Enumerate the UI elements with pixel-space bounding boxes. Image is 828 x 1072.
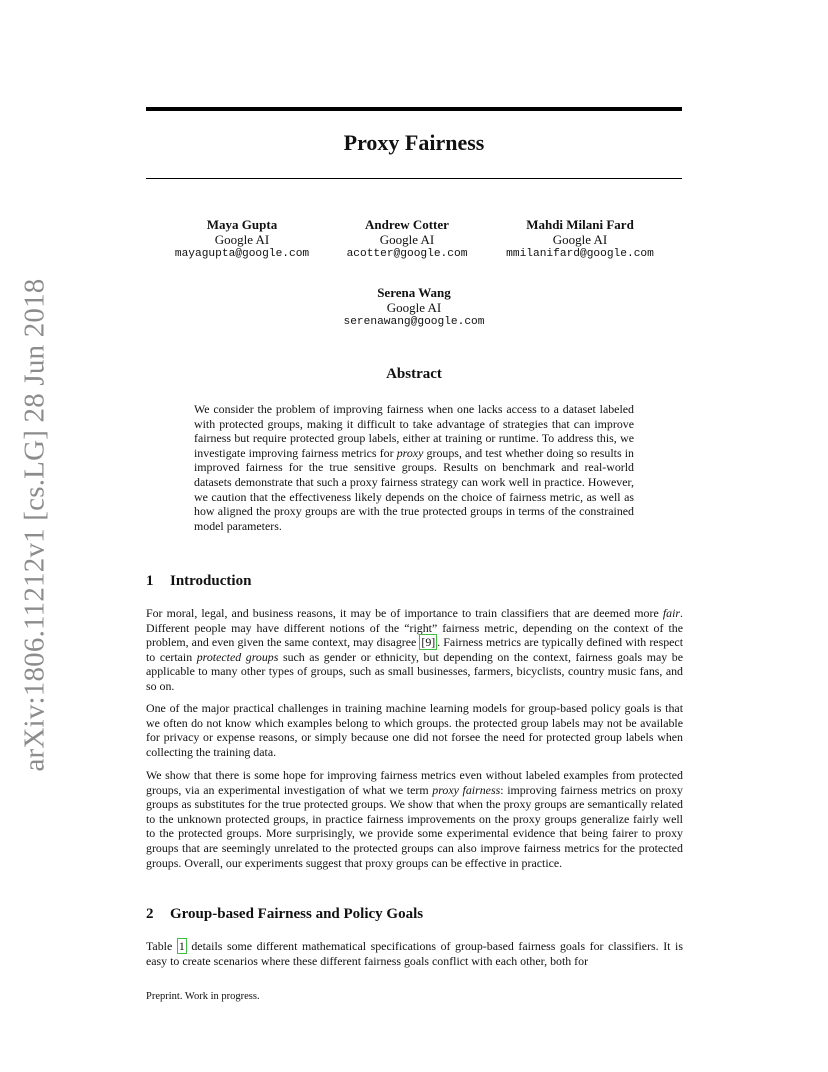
arxiv-identifier: arXiv:1806.11212v1 [cs.LG] 28 Jun 2018 — [18, 278, 51, 772]
table-reference-link[interactable]: 1 — [178, 939, 185, 953]
abstract-heading: Abstract — [386, 366, 442, 382]
section-heading — [146, 573, 251, 590]
section-number: 2 — [146, 906, 154, 922]
author-affiliation: Google AI — [379, 232, 435, 247]
section-title: Introduction — [170, 573, 252, 589]
title-bottom-rule — [146, 178, 682, 179]
body-paragraph: For moral, legal, and business reasons, it may be of importance to train classifiers that are deemed more fair. Different people may have different notions of the “right” fairness metric, depending on the context of the problem, and even given the same context, may disagree [9] . Fairness metrics are typically defined with respect to certain protected groups such as gender or ethnicity, but depending on the context, fairness goals may be applicable to many other types of groups, such as small businesses, farmers, bicyclists, country music fans, and so on. — [146, 606, 684, 693]
author-name: Andrew Cotter — [365, 217, 449, 232]
author-name: Serena Wang — [377, 285, 451, 300]
body-paragraph: Table 1 details some different mathematical specifications of group-based fairness goals for classifiers. It is easy to create scenarios where these different fairness goals conflict with each other, both for — [146, 939, 683, 968]
body-paragraph: We show that there is some hope for improving fairness metrics even without labeled examples from protected groups, via an experimental investigation of what we term proxy fairness: improving fairness metrics on proxy groups as substitutes for the true protected groups. We show that when the proxy groups are semantically related to the unknown protected groups, in practice fairness improvements on the proxy groups generalize fairly well to the protected groups. More surprisingly, we provide some experimental evidence that being fairer to proxy groups that are seemingly unrelated to the protected groups can also improve fairness metrics for the protected groups. Overall, our experiments suggest that proxy groups can be effective in practice. — [146, 768, 683, 870]
author-name: Maya Gupta — [206, 217, 278, 232]
section-title: Group-based Fairness and Policy Goals — [170, 906, 424, 922]
author-block — [314, 285, 514, 330]
author-email[interactable]: serenawang@google.com — [343, 316, 485, 328]
body-paragraph: One of the major practical challenges in training machine learning models for group-based policy goals is that we often do not know which examples belong to which groups. the protected group labels may not be available for privacy or expense reasons, or simply because one did not forsee the need for protected group labels when collecting the training data. — [146, 701, 683, 759]
author-block — [480, 217, 680, 262]
section-number: 1 — [146, 573, 154, 589]
abstract-text: We consider the problem of improving fairness when one lacks access to a dataset labeled with protected groups, making it difficult to take advantage of strategies that can improve fairness but require protected group labels, either at training or runtime. To address this, we investigate improving fairness metrics for proxy groups, and test whether doing so results in improved fairness for the true sensitive groups. Results on benchmark and real-world datasets demonstrate that such a proxy fairness strategy can work well in practice. However, we caution that the effectiveness likely depends on the choice of fairness metric, as well as how aligned the proxy groups are with the true protected groups in terms of the constrained model parameters. — [194, 402, 634, 533]
arxiv-side-stamp — [12, 278, 58, 772]
author-email[interactable]: mayagupta@google.com — [174, 248, 310, 260]
author-affiliation: Google AI — [214, 232, 270, 247]
citation-link[interactable]: [9] — [421, 635, 436, 650]
author-affiliation: Google AI — [386, 300, 442, 315]
paper-title: Proxy Fairness — [343, 130, 485, 155]
author-block — [307, 217, 507, 262]
author-email[interactable]: acotter@google.com — [346, 248, 468, 260]
section-heading — [146, 906, 423, 923]
author-affiliation: Google AI — [552, 232, 608, 247]
author-email[interactable]: mmilanifard@google.com — [506, 248, 654, 260]
footer-note: Preprint. Work in progress. — [146, 991, 260, 1002]
author-name: Mahdi Milani Fard — [526, 217, 634, 232]
title-top-rule — [146, 107, 682, 111]
